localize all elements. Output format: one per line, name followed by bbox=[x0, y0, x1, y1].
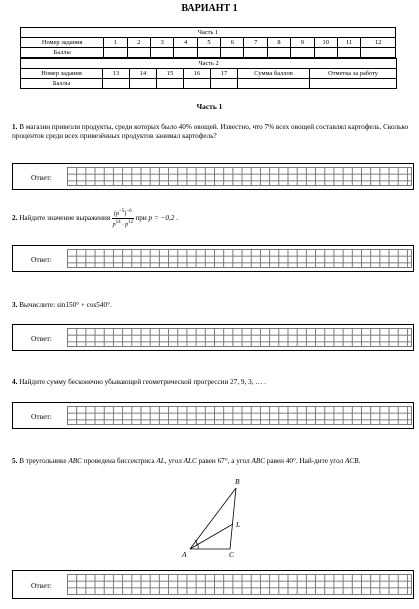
task-number-cell: 7 bbox=[244, 38, 267, 48]
mark-cell[interactable] bbox=[310, 79, 397, 89]
variant-title: ВАРИАНТ 1 bbox=[181, 3, 238, 14]
task-number-cell: 6 bbox=[221, 38, 244, 48]
task-number-cell: 17 bbox=[211, 69, 238, 79]
task-number-cell: 14 bbox=[130, 69, 157, 79]
score-cell[interactable] bbox=[314, 48, 337, 58]
task-number-cell: 1 bbox=[104, 38, 127, 48]
vertex-a: A bbox=[182, 550, 187, 559]
answer-box-3[interactable] bbox=[12, 324, 414, 351]
answer-box-5[interactable] bbox=[12, 570, 414, 599]
section-title: Часть 1 bbox=[196, 102, 223, 111]
score-cell[interactable] bbox=[151, 48, 174, 58]
task-number-cell: 2 bbox=[127, 38, 150, 48]
score-cell[interactable] bbox=[197, 48, 220, 58]
task-number-cell: 5 bbox=[197, 38, 220, 48]
task-number-label-2: Номер задания bbox=[21, 69, 103, 79]
question-1: 1. В магазин привезли продукты, среди которых было 40% овощей. Известно, что 7% всех овощей составлял картофель. Сколько процентов среди всех привезённых продуктов занимал картофель? bbox=[12, 123, 409, 140]
question-5: 5. В треугольнике ABC проведена биссектриса AL, угол ALC равен 67°, а угол ABC равен 40°. Най-дите угол ACB. bbox=[12, 457, 361, 465]
score-cell[interactable] bbox=[337, 48, 360, 58]
task-number-cell: 13 bbox=[103, 69, 130, 79]
part1-header: Часть 1 bbox=[21, 28, 396, 38]
answer-box-4[interactable] bbox=[12, 402, 414, 429]
point-l: L bbox=[236, 520, 241, 529]
sum-score-cell[interactable] bbox=[238, 79, 310, 89]
answer-label: Ответ: bbox=[31, 255, 52, 264]
answer-label: Ответ: bbox=[31, 334, 52, 343]
task-number-cell: 11 bbox=[337, 38, 360, 48]
answer-box-1[interactable] bbox=[12, 163, 414, 190]
task-number-cell: 15 bbox=[157, 69, 184, 79]
answer-box-2[interactable] bbox=[12, 245, 414, 272]
score-cell[interactable] bbox=[361, 48, 396, 58]
score-cell[interactable] bbox=[221, 48, 244, 58]
vertex-c: C bbox=[229, 550, 235, 559]
sum-score-label: Сумма баллов bbox=[238, 69, 310, 79]
answer-label: Ответ: bbox=[31, 412, 52, 421]
task-number-cell: 4 bbox=[174, 38, 197, 48]
score-cell[interactable] bbox=[103, 79, 130, 89]
question-4: 4. Найдите сумму бесконечно убывающей геометрической прогрессии 27, 9, 3, … . bbox=[12, 378, 267, 386]
task-number-cell: 3 bbox=[151, 38, 174, 48]
score-cell[interactable] bbox=[127, 48, 150, 58]
score-cell[interactable] bbox=[130, 79, 157, 89]
answer-label: Ответ: bbox=[31, 173, 52, 182]
answer-cells[interactable] bbox=[67, 406, 412, 425]
score-cell[interactable] bbox=[184, 79, 211, 89]
answer-cells[interactable] bbox=[67, 167, 412, 186]
task-number-cell: 8 bbox=[267, 38, 290, 48]
answer-cells[interactable] bbox=[67, 574, 412, 595]
task-number-cell: 12 bbox=[361, 38, 396, 48]
question-3: 3. Вычислите: sin150° + cos540°. bbox=[12, 301, 112, 309]
answer-cells[interactable] bbox=[67, 249, 412, 268]
task-number-cell: 10 bbox=[314, 38, 337, 48]
score-cell[interactable] bbox=[267, 48, 290, 58]
expression-fraction: $\frac{(p^{-5})^{-6}}{p^{14} \cdot p^{12}}$ bbox=[112, 209, 134, 228]
score-cell[interactable] bbox=[291, 48, 314, 58]
question-2: 2. Найдите значение выражения $\frac{(p^{-5})^{-6}}{p^{14} \cdot p^{12}}$ при p = −0,2 . bbox=[12, 209, 178, 228]
score-cell[interactable] bbox=[211, 79, 238, 89]
score-label: Баллы bbox=[21, 48, 104, 58]
score-cell[interactable] bbox=[244, 48, 267, 58]
side-bc bbox=[230, 488, 236, 549]
score-table-part1 bbox=[20, 27, 396, 58]
part2-header: Часть 2 bbox=[21, 59, 397, 69]
score-cell[interactable] bbox=[174, 48, 197, 58]
answer-label: Ответ: bbox=[31, 581, 52, 590]
score-label-2: Баллы bbox=[21, 79, 103, 89]
side-ab bbox=[190, 488, 236, 549]
score-table-part2 bbox=[20, 58, 397, 89]
vertex-b: B bbox=[235, 477, 240, 486]
task-number-label: Номер задания bbox=[21, 38, 104, 48]
mark-label: Отметка за работу bbox=[310, 69, 397, 79]
task-number-cell: 9 bbox=[291, 38, 314, 48]
triangle-figure bbox=[180, 474, 260, 566]
answer-cells[interactable] bbox=[67, 328, 412, 347]
task-number-cell: 16 bbox=[184, 69, 211, 79]
bisector-al bbox=[190, 524, 233, 549]
score-cell[interactable] bbox=[104, 48, 127, 58]
score-cell[interactable] bbox=[157, 79, 184, 89]
